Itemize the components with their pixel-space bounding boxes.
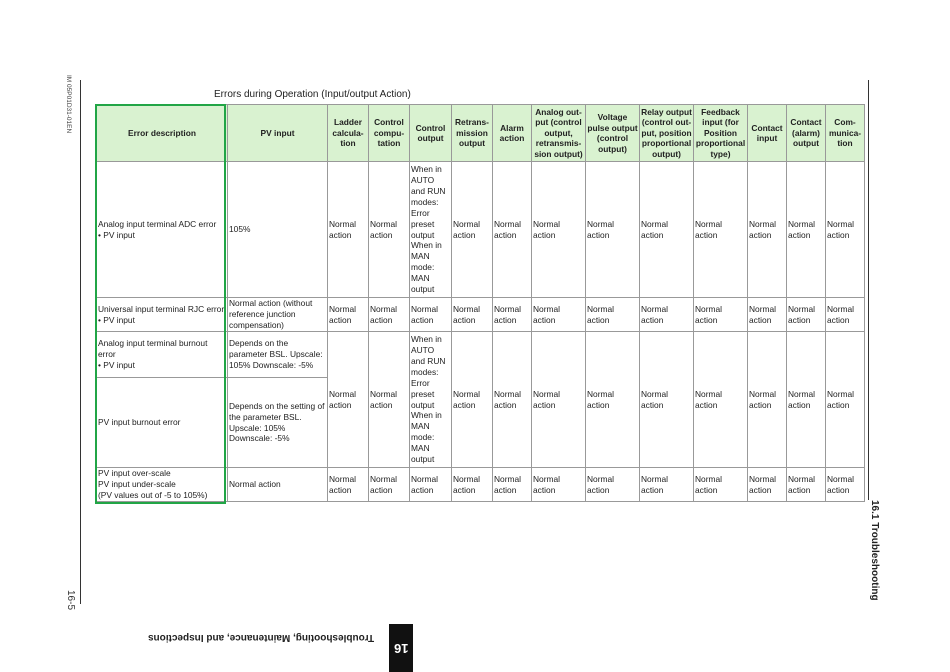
- contact-alarm-output-cell: Normal action: [787, 298, 826, 332]
- control-output-cell: Normal action: [410, 468, 452, 502]
- feedback-input-cell: Normal action: [694, 332, 748, 468]
- right-margin-rule: [868, 80, 869, 500]
- analog-output-cell: Normal action: [532, 298, 586, 332]
- header-relay-output: Relay output (control out-put, position proportional output): [640, 105, 694, 162]
- relay-output-cell: Normal action: [640, 162, 694, 298]
- pv-input-cell: Normal action (without reference junction compensation): [228, 298, 328, 332]
- error-description-cell: [97, 332, 228, 378]
- control-computation-cell: Normal action: [369, 468, 410, 502]
- feedback-input-cell: Normal action: [694, 162, 748, 298]
- ladder-calculation-cell: Normal action: [328, 162, 369, 298]
- pv-input-cell: Depends on the setting of the parameter BSL. Upscale: 105% Downscale: -5%: [228, 378, 328, 468]
- alarm-action-cell: Normal action: [493, 468, 532, 502]
- error-description-cell: [97, 468, 228, 502]
- contact-alarm-output-cell: Normal action: [787, 162, 826, 298]
- contact-alarm-output-cell: Normal action: [787, 332, 826, 468]
- voltage-pulse-output-cell: Normal action: [586, 468, 640, 502]
- error-description-cell: [97, 298, 228, 332]
- header-control-output: Control output: [410, 105, 452, 162]
- communication-cell: Normal action: [826, 162, 865, 298]
- voltage-pulse-output-cell: Normal action: [586, 298, 640, 332]
- analog-output-cell: Normal action: [532, 162, 586, 298]
- header-contact-input: Contact input: [748, 105, 787, 162]
- document-id: IM 05P01D31-01EN: [65, 75, 72, 134]
- error-line: • PV input: [98, 229, 135, 240]
- section-title: 16.1 Troubleshooting: [869, 500, 880, 601]
- table-row: [97, 298, 865, 332]
- error-line: (PV values out of -5 to 105%): [98, 489, 208, 500]
- header-voltage-pulse-output: Voltage pulse output (control output): [586, 105, 640, 162]
- table-row: [97, 332, 865, 378]
- alarm-action-cell: Normal action: [493, 332, 532, 468]
- header-retransmission-output: Retrans-mission output: [452, 105, 493, 162]
- voltage-pulse-output-cell: Normal action: [586, 162, 640, 298]
- retransmission-output-cell: Normal action: [452, 298, 493, 332]
- communication-cell: Normal action: [826, 298, 865, 332]
- header-row: [97, 105, 865, 162]
- left-margin-rule: [80, 80, 81, 604]
- control-output-cell: Normal action: [410, 298, 452, 332]
- error-line: Analog input terminal burnout error: [98, 338, 208, 360]
- header-feedback-input: Feedback input (for Position proportional type): [694, 105, 748, 162]
- control-output-cell: When in AUTO and RUN modes: Error preset output When in MAN mode: MAN output: [410, 162, 452, 298]
- table-row: [97, 468, 865, 502]
- pv-input-cell: 105%: [228, 162, 328, 298]
- control-output-cell: When in AUTO and RUN modes: Error preset output When in MAN mode: MAN output: [410, 332, 452, 468]
- retransmission-output-cell: Normal action: [452, 332, 493, 468]
- error-line: PV input under-scale: [98, 479, 176, 490]
- error-line: PV input over-scale: [98, 468, 171, 479]
- alarm-action-cell: Normal action: [493, 162, 532, 298]
- contact-input-cell: Normal action: [748, 332, 787, 468]
- communication-cell: Normal action: [826, 332, 865, 468]
- header-ladder-calculation: Ladder calcula-tion: [328, 105, 369, 162]
- page-number: 16-5: [65, 590, 76, 611]
- control-computation-cell: Normal action: [369, 332, 410, 468]
- header-alarm-action: Alarm action: [493, 105, 532, 162]
- error-line: • PV input: [98, 359, 135, 370]
- contact-input-cell: Normal action: [748, 468, 787, 502]
- communication-cell: Normal action: [826, 468, 865, 502]
- error-line: • PV input: [98, 314, 135, 325]
- chapter-title: Troubleshooting, Maintenance, and Inspections: [148, 632, 375, 643]
- chapter-number: 16: [393, 640, 409, 656]
- relay-output-cell: Normal action: [640, 468, 694, 502]
- header-communication: Com-munica-tion: [826, 105, 865, 162]
- chapter-number-tab: [389, 624, 413, 672]
- analog-output-cell: Normal action: [532, 468, 586, 502]
- error-description-cell: [97, 378, 228, 468]
- relay-output-cell: Normal action: [640, 298, 694, 332]
- feedback-input-cell: Normal action: [694, 298, 748, 332]
- table-caption: Errors during Operation (Input/output Action): [214, 89, 411, 100]
- control-computation-cell: Normal action: [369, 298, 410, 332]
- table-row: [97, 162, 865, 298]
- error-description-cell: [97, 162, 228, 298]
- retransmission-output-cell: Normal action: [452, 468, 493, 502]
- header-control-computation: Control compu-tation: [369, 105, 410, 162]
- header-pv-input: PV input: [228, 105, 328, 162]
- error-line: PV input burnout error: [98, 417, 181, 428]
- feedback-input-cell: Normal action: [694, 468, 748, 502]
- control-computation-cell: Normal action: [369, 162, 410, 298]
- contact-input-cell: Normal action: [748, 298, 787, 332]
- error-line: Universal input terminal RJC error: [98, 303, 225, 314]
- header-error-description: Error description: [97, 105, 228, 162]
- voltage-pulse-output-cell: Normal action: [586, 332, 640, 468]
- ladder-calculation-cell: Normal action: [328, 332, 369, 468]
- analog-output-cell: Normal action: [532, 332, 586, 468]
- ladder-calculation-cell: Normal action: [328, 298, 369, 332]
- contact-input-cell: Normal action: [748, 162, 787, 298]
- ladder-calculation-cell: Normal action: [328, 468, 369, 502]
- relay-output-cell: Normal action: [640, 332, 694, 468]
- error-line: Analog input terminal ADC error: [98, 218, 217, 229]
- pv-input-cell: Depends on the parameter BSL. Upscale: 105% Downscale: -5%: [228, 332, 328, 378]
- header-contact-alarm-output: Contact (alarm) output: [787, 105, 826, 162]
- errors-table: [96, 104, 865, 502]
- contact-alarm-output-cell: Normal action: [787, 468, 826, 502]
- pv-input-cell: Normal action: [228, 468, 328, 502]
- retransmission-output-cell: Normal action: [452, 162, 493, 298]
- header-analog-output: Analog out-put (control output, retransmis-sion output): [532, 105, 586, 162]
- alarm-action-cell: Normal action: [493, 298, 532, 332]
